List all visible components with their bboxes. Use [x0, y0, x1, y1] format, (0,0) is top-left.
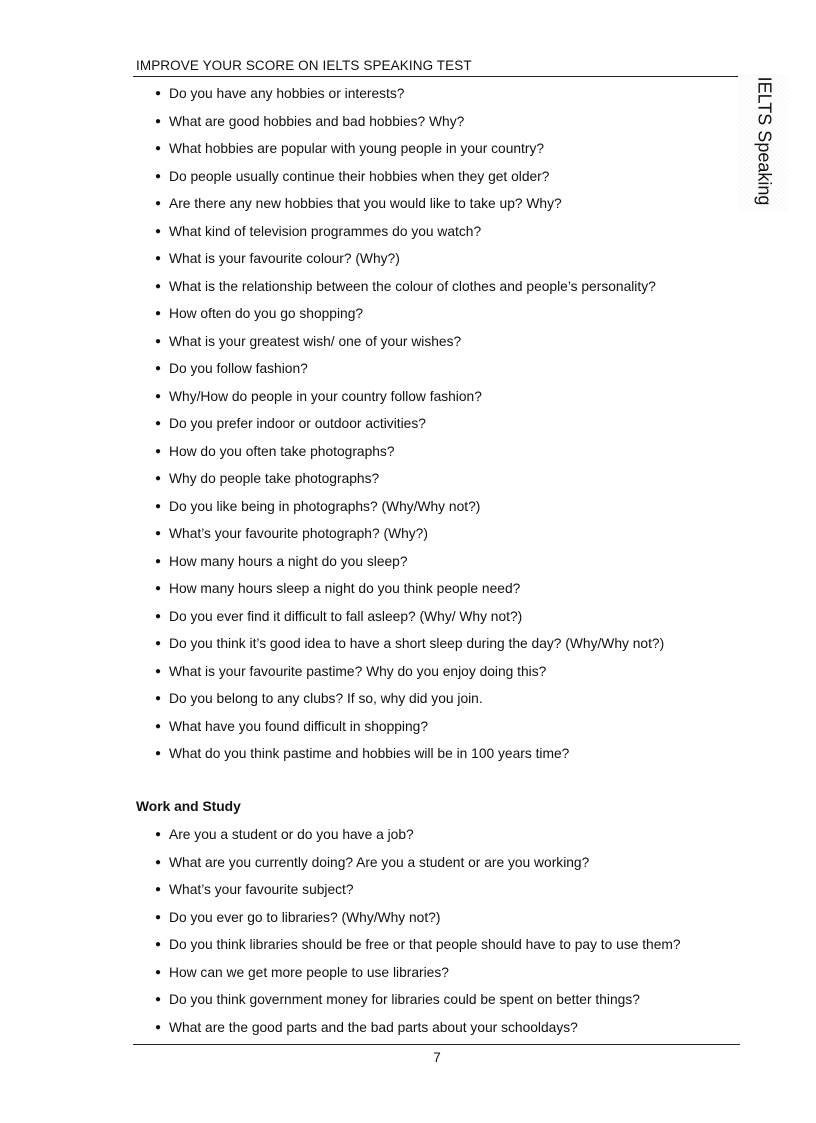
- question-text: Do you follow fashion?: [169, 361, 308, 376]
- bullet-icon: ●: [155, 198, 162, 209]
- list-item: [155, 520, 664, 548]
- list-item: [155, 163, 664, 191]
- list-item: [155, 630, 664, 658]
- bullet-icon: ●: [155, 445, 162, 457]
- bullet-icon: ●: [155, 884, 162, 895]
- list-item: [155, 108, 664, 136]
- list-item: [155, 273, 664, 301]
- bullet-icon: ●: [155, 966, 162, 978]
- list-item: [155, 931, 681, 959]
- list-item: [155, 876, 681, 904]
- question-text: What do you think pastime and hobbies will be in 100 years time?: [169, 746, 570, 761]
- question-text: What are good hobbies and bad hobbies? Why?: [169, 113, 465, 129]
- bullet-icon: ●: [155, 363, 162, 374]
- list-item: [155, 849, 681, 877]
- question-text: Do you ever find it difficult to fall asleep? (Why/ Why not?): [169, 608, 523, 624]
- header-rule: [133, 76, 740, 77]
- bullet-icon: ●: [155, 638, 162, 649]
- bullet-icon: ●: [155, 335, 162, 347]
- side-tab-label: IELTS Speaking: [754, 76, 775, 206]
- question-text: What is your favourite colour? (Why?): [169, 251, 400, 266]
- list-item: [155, 959, 681, 987]
- list-item: [155, 328, 664, 356]
- list-item: [155, 218, 664, 246]
- question-text: How can we get more people to use libraries?: [169, 964, 449, 980]
- question-text: What kind of television programmes do you watch?: [169, 223, 482, 239]
- question-text: Do you think it’s good idea to have a short sleep during the day? (Why/Why not?): [169, 636, 665, 651]
- bullet-icon: ●: [155, 308, 162, 319]
- bullet-icon: ●: [155, 665, 162, 677]
- bullet-icon: ●: [155, 720, 162, 732]
- list-item: [155, 438, 664, 466]
- question-text: What’s your favourite photograph? (Why?): [169, 526, 428, 541]
- bullet-icon: ●: [155, 1021, 162, 1033]
- question-text: What is your greatest wish/ one of your wishes?: [169, 333, 462, 349]
- bullet-icon: ●: [155, 583, 162, 594]
- bullet-icon: ●: [155, 748, 162, 759]
- question-text: How often do you go shopping?: [169, 306, 364, 321]
- list-item: [155, 80, 664, 108]
- list-item: [155, 1014, 681, 1042]
- bullet-icon: ●: [155, 994, 162, 1005]
- list-item: [155, 685, 664, 713]
- list-item: [155, 713, 664, 741]
- list-item: [155, 740, 664, 768]
- bullet-icon: ●: [155, 555, 162, 567]
- question-text: What is the relationship between the colour of clothes and people’s personality?: [169, 278, 656, 294]
- bullet-icon: ●: [155, 418, 162, 429]
- footer-rule: [133, 1044, 740, 1045]
- question-text: What hobbies are popular with young people in your country?: [169, 141, 545, 156]
- bullet-icon: ●: [155, 143, 162, 154]
- bullet-icon: ●: [155, 225, 162, 237]
- list-item: [155, 658, 664, 686]
- bullet-icon: ●: [155, 280, 162, 292]
- list-item: [155, 821, 681, 849]
- bullet-icon: ●: [155, 528, 162, 539]
- question-text: Are you a student or do you have a job?: [169, 827, 414, 842]
- bullet-icon: ●: [155, 911, 162, 923]
- bullet-icon: ●: [155, 939, 162, 950]
- question-text: Do you think libraries should be free or that people should have to pay to use them?: [169, 937, 681, 952]
- question-text: Do people usually continue their hobbies when they get older?: [169, 168, 550, 184]
- list-item: [155, 548, 664, 576]
- list-item: [155, 575, 664, 603]
- question-text: What have you found difficult in shopping?: [169, 718, 428, 734]
- bullet-icon: ●: [155, 856, 162, 868]
- question-text: Do you prefer indoor or outdoor activities?: [169, 416, 426, 431]
- bullet-icon: ●: [155, 500, 162, 512]
- question-text: How do you often take photographs?: [169, 443, 395, 459]
- list-item: [155, 410, 664, 438]
- list-item: [155, 190, 664, 218]
- bullet-icon: ●: [155, 610, 162, 622]
- question-text: What is your favourite pastime? Why do you enjoy doing this?: [169, 663, 547, 679]
- list-item: [155, 904, 681, 932]
- list-item: [155, 355, 664, 383]
- work-study-question-list: [155, 821, 681, 1041]
- question-text: Why/How do people in your country follow fashion?: [169, 388, 482, 404]
- bullet-icon: ●: [155, 390, 162, 402]
- bullet-icon: ●: [155, 253, 162, 264]
- bullet-icon: ●: [155, 693, 162, 704]
- list-item: [155, 986, 681, 1014]
- bullet-icon: ●: [155, 115, 162, 127]
- list-item: [155, 300, 664, 328]
- question-text: Do you like being in photographs? (Why/Why not?): [169, 498, 481, 514]
- bullet-icon: ●: [155, 88, 162, 99]
- list-item: [155, 603, 664, 631]
- list-item: [155, 245, 664, 273]
- question-text: Why do people take photographs?: [169, 471, 380, 486]
- question-text: Do you think government money for libraries could be spent on better things?: [169, 992, 640, 1007]
- section-heading-work-study: Work and Study: [136, 799, 241, 814]
- list-item: [155, 135, 664, 163]
- question-text: What’s your favourite subject?: [169, 882, 354, 897]
- list-item: [155, 383, 664, 411]
- list-item: [155, 493, 664, 521]
- question-text: Do you ever go to libraries? (Why/Why not?): [169, 909, 441, 925]
- bullet-icon: ●: [155, 829, 162, 840]
- question-text: What are you currently doing? Are you a student or are you working?: [169, 854, 590, 870]
- question-text: Do you have any hobbies or interests?: [169, 86, 405, 101]
- hobbies-question-list: [155, 80, 664, 768]
- question-text: Do you belong to any clubs? If so, why did you join.: [169, 691, 483, 706]
- question-text: How many hours a night do you sleep?: [169, 553, 408, 569]
- running-header: IMPROVE YOUR SCORE ON IELTS SPEAKING TEST: [136, 58, 472, 73]
- list-item: [155, 465, 664, 493]
- bullet-icon: ●: [155, 170, 162, 182]
- question-text: What are the good parts and the bad parts about your schooldays?: [169, 1019, 578, 1035]
- question-text: Are there any new hobbies that you would like to take up? Why?: [169, 196, 562, 211]
- bullet-icon: ●: [155, 473, 162, 484]
- question-text: How many hours sleep a night do you think people need?: [169, 581, 521, 596]
- page-number: 7: [433, 1050, 441, 1065]
